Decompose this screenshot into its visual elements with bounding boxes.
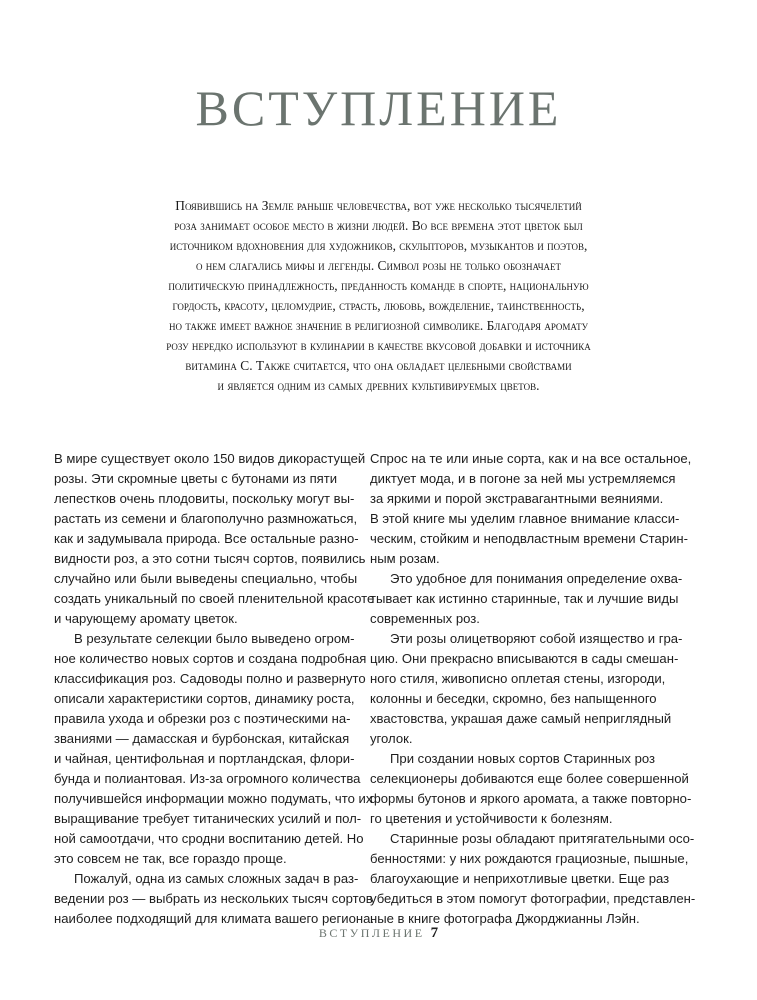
text-line: уголок. [370,731,413,746]
text-line: убедиться в этом помогут фотографии, представлен- [370,891,696,906]
text-line: ным розам. [370,551,440,566]
lead-line: роза занимает особое место в жизни людей. Во все времена этот цветок был [174,218,583,233]
text-line: ведении роз — выбрать из нескольких тысяч сортов [54,891,373,906]
text-line: как и задумывала природа. Все остальные разно- [54,531,359,546]
text-line: При создании новых сортов Старинных роз [390,751,656,766]
text-line: наиболее подходящий для климата вашего региона. [54,911,375,926]
body-column-right [370,449,696,929]
text-line: ной самоотдачи, что сродни воспитанию детей. Но [54,831,364,846]
body-column-left [54,449,375,929]
lead-line: источником вдохновения для художников, скульпторов, музыкантов и поэтов, [169,238,588,253]
lead-line: Появившись на Земле раньше человечества, вот уже несколько тысячелетий [175,198,582,213]
text-line: го цветения и устойчивости к болезням. [370,811,613,826]
lead-line: но также имеет важное значение в религиозной символике. Благодаря аромату [168,318,589,333]
text-line: Пожалуй, одна из самых сложных задач в раз- [74,871,359,886]
text-line: ные в книге фотографа Джорджианны Лэйн. [370,911,640,926]
text-line: благоухающие и неприхотливые цветки. Еще раз [370,871,670,886]
text-line: за яркими и порой экстравагантными веяниями. [370,491,664,506]
text-line: В результате селекции было выведено огром- [74,631,355,646]
text-line: диктует мода, и в погоне за ней мы устремляемся [370,471,676,486]
lead-line: витамина С. Также считается, что она обладает целебными свойствами [185,358,572,373]
text-line: выращивание требует титанических усилий и пол- [54,811,362,826]
lead-paragraph [90,196,667,396]
text-line: растать из семени и благополучно размножаться, [54,511,358,526]
text-line: бунда и полиантовая. Из-за огромного количества [54,771,361,786]
page-footer [0,924,757,942]
lead-line: розу нередко используют в кулинарии в качестве вкусовой добавки и источника [166,338,591,353]
text-line: современных роз. [370,611,480,626]
text-line: это совсем не так, все гораздо проще. [54,851,287,866]
lead-line: гордость, красоту, целомудрие, страсть, любовь, вожделение, таинственность, [172,298,585,313]
text-line: Спрос на те или иные сорта, как и на все остальное, [370,451,692,466]
text-line: формы бутонов и яркого аромата, а также повторно- [370,791,692,806]
lead-line: и является одним из самых древних культивируемых цветов. [217,378,540,393]
lead-line: о нем слагались мифы и легенды. Символ розы не только обозначает [195,258,562,273]
text-line: ного стиля, живописно оплетая стены, изгороди, [370,671,666,686]
text-line: В мире существует около 150 видов дикорастущей [54,451,366,466]
text-line: создать уникальный по своей пленительной красоте [54,591,375,606]
text-line: случайно или были выведены специально, чтобы [54,571,358,586]
text-line: видности роз, а это сотни тысяч сортов, появились [54,551,366,566]
text-line: тывает как истинно старинные, так и лучшие виды [370,591,679,606]
text-line: классификация роз. Садоводы полно и развернуто [54,671,366,686]
text-line: и чайная, центифольная и портландская, флори- [54,751,355,766]
text-line: цию. Они прекрасно вписываются в сады смешан- [370,651,679,666]
text-line: хвастовства, украшая даже самый неприглядный [370,711,672,726]
text-line: званиями — дамасская и бурбонская, китайская [54,731,350,746]
text-line: селекционеры добиваются еще более совершенной [370,771,689,786]
text-line: ческим, стойким и неподвластным времени Старин- [370,531,689,546]
text-line: и чарующему аромату цветок. [54,611,238,626]
chapter-title: ВСТУПЛЕНИЕ [195,80,562,136]
page-number: 7 [430,925,439,941]
lead-line: политическую принадлежность, преданность команде в спорте, национальную [168,278,589,293]
text-line: получившейся информации можно подумать, что их [54,791,373,806]
text-line: описали характеристики сортов, динамику роста, [54,691,355,706]
text-line: лепестков очень плодовиты, поскольку могут вы- [54,491,355,506]
text-line: Это удобное для понимания определение охва- [390,571,683,586]
text-line: Эти розы олицетворяют собой изящество и гра- [390,631,683,646]
text-line: розы. Эти скромные цветы с бутонами из пяти [54,471,338,486]
running-footer-label: ВСТУПЛЕНИЕ [318,926,425,940]
text-line: колонны и беседки, скромно, без напыщенного [370,691,657,706]
text-line: Старинные розы обладают притягательными осо- [390,831,695,846]
text-line: ное количество новых сортов и создана подробная [54,651,367,666]
text-line: правила ухода и обрезки роз с поэтическими на- [54,711,351,726]
text-line: В этой книге мы уделим главное внимание класси- [370,511,680,526]
text-line: бенностями: у них рождаются грациозные, пышные, [370,851,689,866]
